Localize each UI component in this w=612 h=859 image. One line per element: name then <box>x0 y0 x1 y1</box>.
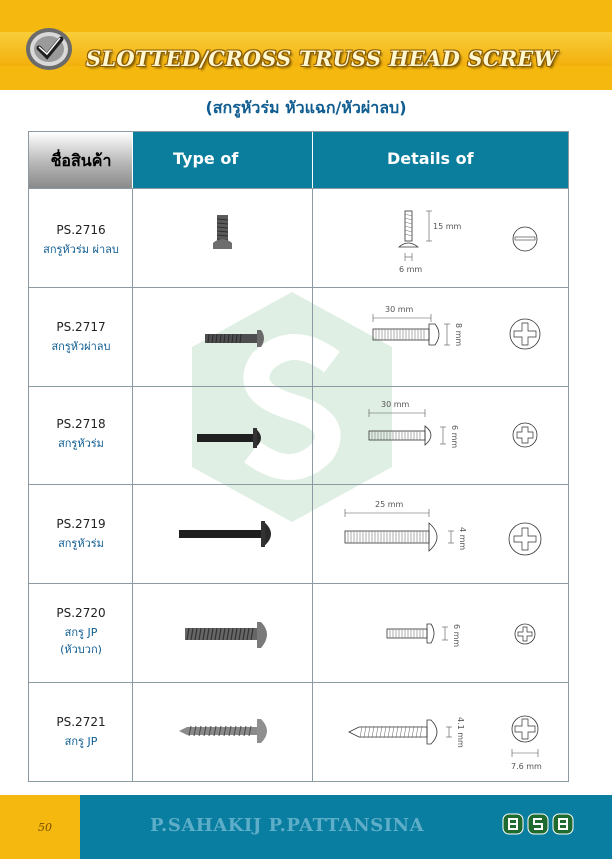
page-header <box>0 0 612 90</box>
dimension-label: 6 mm <box>450 425 459 449</box>
screw-drawing <box>313 683 568 782</box>
table-header <box>29 132 568 188</box>
product-photo-cell <box>133 387 313 484</box>
screw-drawing <box>313 288 568 387</box>
table-row <box>29 583 568 682</box>
table-row <box>29 287 568 386</box>
check-badge-icon <box>24 26 74 72</box>
product-description: สกรูหัวร่ม <box>58 437 104 450</box>
dimension-drawing-cell <box>313 189 568 287</box>
product-photo-cell <box>133 189 313 287</box>
page-subtitle: (สกรูหัวร่ม หัวแฉก/หัวผ่าลบ) <box>205 98 407 117</box>
product-description: สกรู JP <box>64 735 98 748</box>
dimension-label: 6 mm <box>452 624 461 648</box>
company-name: P.SAHAKIJ P.PATTANSINA <box>150 815 425 836</box>
product-name-cell <box>29 387 133 484</box>
page-number: 50 <box>38 821 52 834</box>
screw-photo <box>133 189 313 288</box>
dimension-label: 7.6 mm <box>511 762 542 771</box>
dimension-label: 8 mm <box>454 323 463 347</box>
dimension-label: 30 mm <box>385 305 414 314</box>
screw-drawing <box>313 387 568 485</box>
product-description: สกรูหัวร่ม <box>58 537 104 550</box>
table-row <box>29 484 568 583</box>
screw-photo <box>133 485 313 584</box>
page-title: SLOTTED/CROSS TRUSS HEAD SCREW <box>86 46 558 71</box>
product-photo-cell <box>133 683 313 781</box>
column-header-name: ชื่อสินค้า <box>29 132 133 188</box>
dimension-label: 15 mm <box>433 222 462 231</box>
product-name-cell <box>29 584 133 682</box>
dimension-label: 6 mm <box>399 265 423 274</box>
column-header-type: Type of <box>133 132 313 188</box>
product-name-cell <box>29 683 133 781</box>
brand-logos-icon <box>502 812 574 836</box>
screw-photo <box>133 288 313 387</box>
dimension-drawing-cell <box>313 288 568 386</box>
product-code: PS.2716 <box>56 223 106 237</box>
screw-drawing <box>313 584 568 683</box>
product-name-cell <box>29 485 133 583</box>
product-description: สกรูหัวผ่าลบ <box>51 340 111 353</box>
dimension-drawing-cell <box>313 387 568 484</box>
dimension-drawing-cell <box>313 584 568 682</box>
table-row <box>29 386 568 484</box>
product-photo-cell <box>133 584 313 682</box>
page-number-box <box>0 795 80 859</box>
product-table <box>28 131 569 782</box>
table-row <box>29 188 568 287</box>
product-code: PS.2717 <box>56 320 106 334</box>
product-description: สกรู JP <box>64 626 98 639</box>
product-code: PS.2721 <box>56 715 106 729</box>
dimension-drawing-cell <box>313 485 568 583</box>
page-footer <box>0 795 612 859</box>
dimension-label: 30 mm <box>381 400 410 409</box>
product-description: (หัวบวก) <box>60 643 102 656</box>
dimension-drawing-cell <box>313 683 568 781</box>
screw-drawing <box>313 189 568 288</box>
dimension-label: 25 mm <box>375 500 404 509</box>
product-name-cell <box>29 288 133 386</box>
product-name-cell <box>29 189 133 287</box>
screw-drawing <box>313 485 568 584</box>
product-photo-cell <box>133 485 313 583</box>
product-code: PS.2720 <box>56 606 106 620</box>
column-header-details: Details of <box>313 132 568 188</box>
table-row <box>29 682 568 781</box>
dimension-label: 4.1 mm <box>456 717 465 748</box>
product-photo-cell <box>133 288 313 386</box>
screw-photo <box>133 584 313 683</box>
screw-photo <box>133 387 313 485</box>
dimension-label: 4 mm <box>458 527 467 551</box>
screw-photo <box>133 683 313 782</box>
product-code: PS.2718 <box>56 417 106 431</box>
product-code: PS.2719 <box>56 517 106 531</box>
product-description: สกรูหัวร่ม ผ่าลบ <box>43 243 119 256</box>
